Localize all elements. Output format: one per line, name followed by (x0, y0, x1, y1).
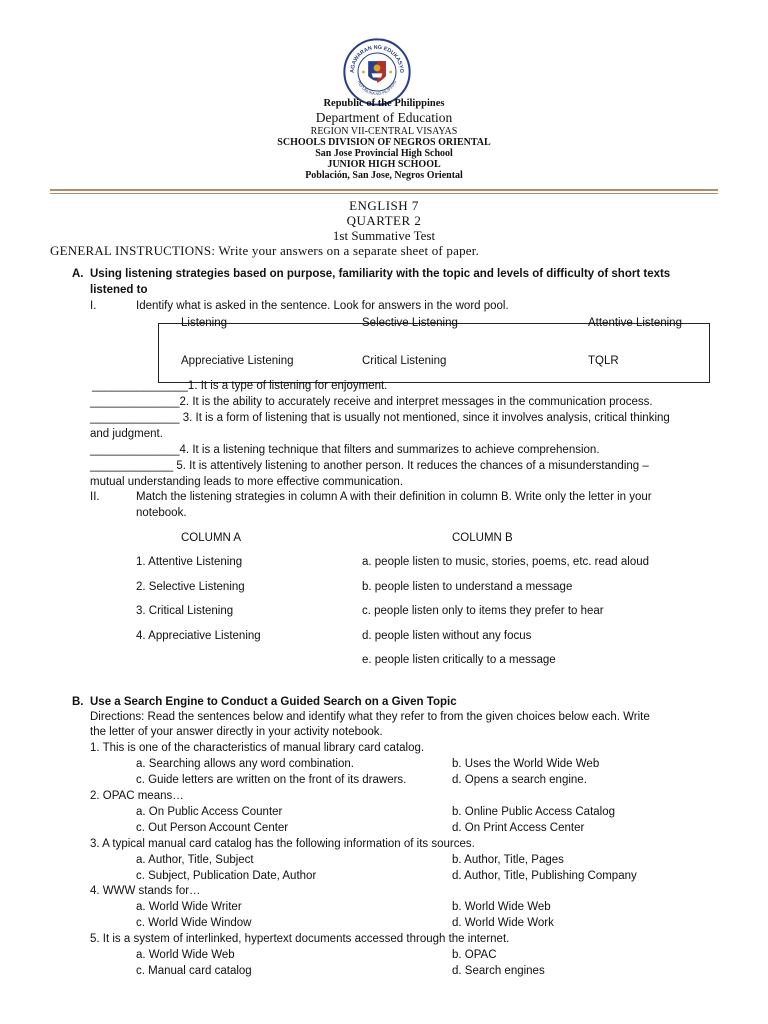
header-rule-thick (50, 189, 718, 191)
section-b-directions-line1: Directions: Read the sentences below and identify what they refer to from the given choices below each. Write (90, 711, 650, 723)
choice: b. OPAC (452, 949, 497, 961)
word-pool-item: Selective Listening (362, 317, 458, 329)
column-a-item: 4. Appreciative Listening (136, 630, 261, 642)
title-subject: ENGLISH 7 (349, 198, 419, 213)
seal-text-bottom: REPUBLIKA NG PILIPINAS (356, 79, 398, 97)
choice: c. Out Person Account Center (136, 822, 289, 834)
title-test: 1st Summative Test (332, 228, 436, 243)
question: 1. This is one of the characteristics of manual library card catalog. (90, 742, 425, 754)
column-a-header: COLUMN A (181, 532, 242, 544)
choice: b. Uses the World Wide Web (452, 758, 600, 770)
part-ii-number: II. (90, 491, 100, 503)
choice: d. Search engines (452, 965, 545, 977)
column-b-item: e. people listen critically to a message (362, 654, 556, 666)
choice: c. Guide letters are written on the front of its drawers. (136, 774, 407, 786)
choice: b. Online Public Access Catalog (452, 806, 616, 818)
section-b-directions-line2: the letter of your answer directly in your activity notebook. (90, 726, 383, 738)
choice: a. World Wide Web (136, 949, 235, 961)
choice: d. Opens a search engine. (452, 774, 587, 786)
header-republic: Republic of the Philippines (323, 98, 445, 109)
column-a-item: 1. Attentive Listening (136, 556, 243, 568)
choice: b. Author, Title, Pages (452, 854, 564, 866)
header-school: San Jose Provincial High School (315, 148, 453, 159)
identify-item-continued: mutual understanding leads to more effective communication. (90, 476, 404, 488)
identify-item-continued: and judgment. (90, 428, 163, 440)
identify-item: _____________ 5. It is attentively listening to another person. It reduces the chances of a misunderstanding – (90, 460, 649, 472)
header-region: REGION VII-CENTRAL VISAYAS (310, 126, 458, 137)
choice: b. World Wide Web (452, 901, 551, 913)
identify-item: ______________4. It is a listening technique that filters and summarizes to achieve comprehension. (90, 444, 600, 456)
identify-item: ______________ 3. It is a form of listening that is usually not mentioned, since it involves analysis, critical thinking (90, 412, 670, 424)
column-b-item: d. people listen without any focus (362, 630, 532, 642)
header-level: JUNIOR HIGH SCHOOL (327, 159, 441, 170)
word-pool-item: TQLR (588, 355, 619, 367)
choice: c. Manual card catalog (136, 965, 252, 977)
deped-seal-logo (343, 38, 411, 106)
column-a-item: 3. Critical Listening (136, 605, 234, 617)
seal-text-top: AGAWARAN NG EDUKASYO (349, 44, 405, 74)
word-pool-item: Listening (181, 317, 228, 329)
word-pool-item: Critical Listening (362, 355, 447, 367)
section-b-heading: Use a Search Engine to Conduct a Guided Search on a Given Topic (90, 696, 457, 708)
choice: c. World Wide Window (136, 917, 252, 929)
column-a-item: 2. Selective Listening (136, 581, 245, 593)
general-instructions: GENERAL INSTRUCTIONS: Write your answers on a separate sheet of paper. (50, 243, 480, 258)
choice: a. Searching allows any word combination. (136, 758, 354, 770)
choice: a. Author, Title, Subject (136, 854, 254, 866)
choice: a. On Public Access Counter (136, 806, 283, 818)
header-address: Población, San Jose, Negros Oriental (305, 170, 463, 181)
question: 3. A typical manual card catalog has the following information of its sources. (90, 838, 475, 850)
column-b-item: c. people listen only to items they prefer to hear (362, 605, 604, 617)
part-i-number: I. (90, 300, 97, 312)
part-ii-instruction-line2: notebook. (136, 507, 187, 519)
choice: d. On Print Access Center (452, 822, 585, 834)
identify-item: _______________1. It is a type of listening for enjoyment. (92, 380, 388, 392)
header-division: SCHOOLS DIVISION OF NEGROS ORIENTAL (277, 137, 491, 148)
identify-item: ______________2. It is the ability to accurately receive and interpret messages in the communication process. (90, 396, 653, 408)
section-a-heading-line1: Using listening strategies based on purpose, familiarity with the topic and levels of difficulty of short texts (90, 268, 671, 280)
column-b-item: b. people listen to understand a message (362, 581, 573, 593)
choice: d. World Wide Work (452, 917, 554, 929)
section-a-letter: A. (72, 268, 84, 280)
choice: d. Author, Title, Publishing Company (452, 870, 637, 882)
question: 2. OPAC means… (90, 790, 184, 802)
question: 5. It is a system of interlinked, hypertext documents accessed through the internet. (90, 933, 510, 945)
choice: c. Subject, Publication Date, Author (136, 870, 317, 882)
word-pool-item: Attentive Listening (588, 317, 682, 329)
title-quarter: QUARTER 2 (346, 213, 422, 228)
column-b-item: a. people listen to music, stories, poems, etc. read aloud (362, 556, 650, 568)
part-ii-instruction-line1: Match the listening strategies in column A with their definition in column B. Write only the letter in your (136, 491, 652, 503)
header-department: Department of Education (315, 110, 453, 125)
header-rule-thin (50, 193, 718, 194)
section-a-heading-line2: listened to (90, 284, 148, 296)
question: 4. WWW stands for… (90, 885, 201, 897)
word-pool-item: Appreciative Listening (181, 355, 294, 367)
section-b-letter: B. (72, 696, 84, 708)
word-pool-box (158, 323, 710, 383)
choice: a. World Wide Writer (136, 901, 242, 913)
column-b-header: COLUMN B (452, 532, 513, 544)
part-i-instruction: Identify what is asked in the sentence. Look for answers in the word pool. (136, 300, 509, 312)
